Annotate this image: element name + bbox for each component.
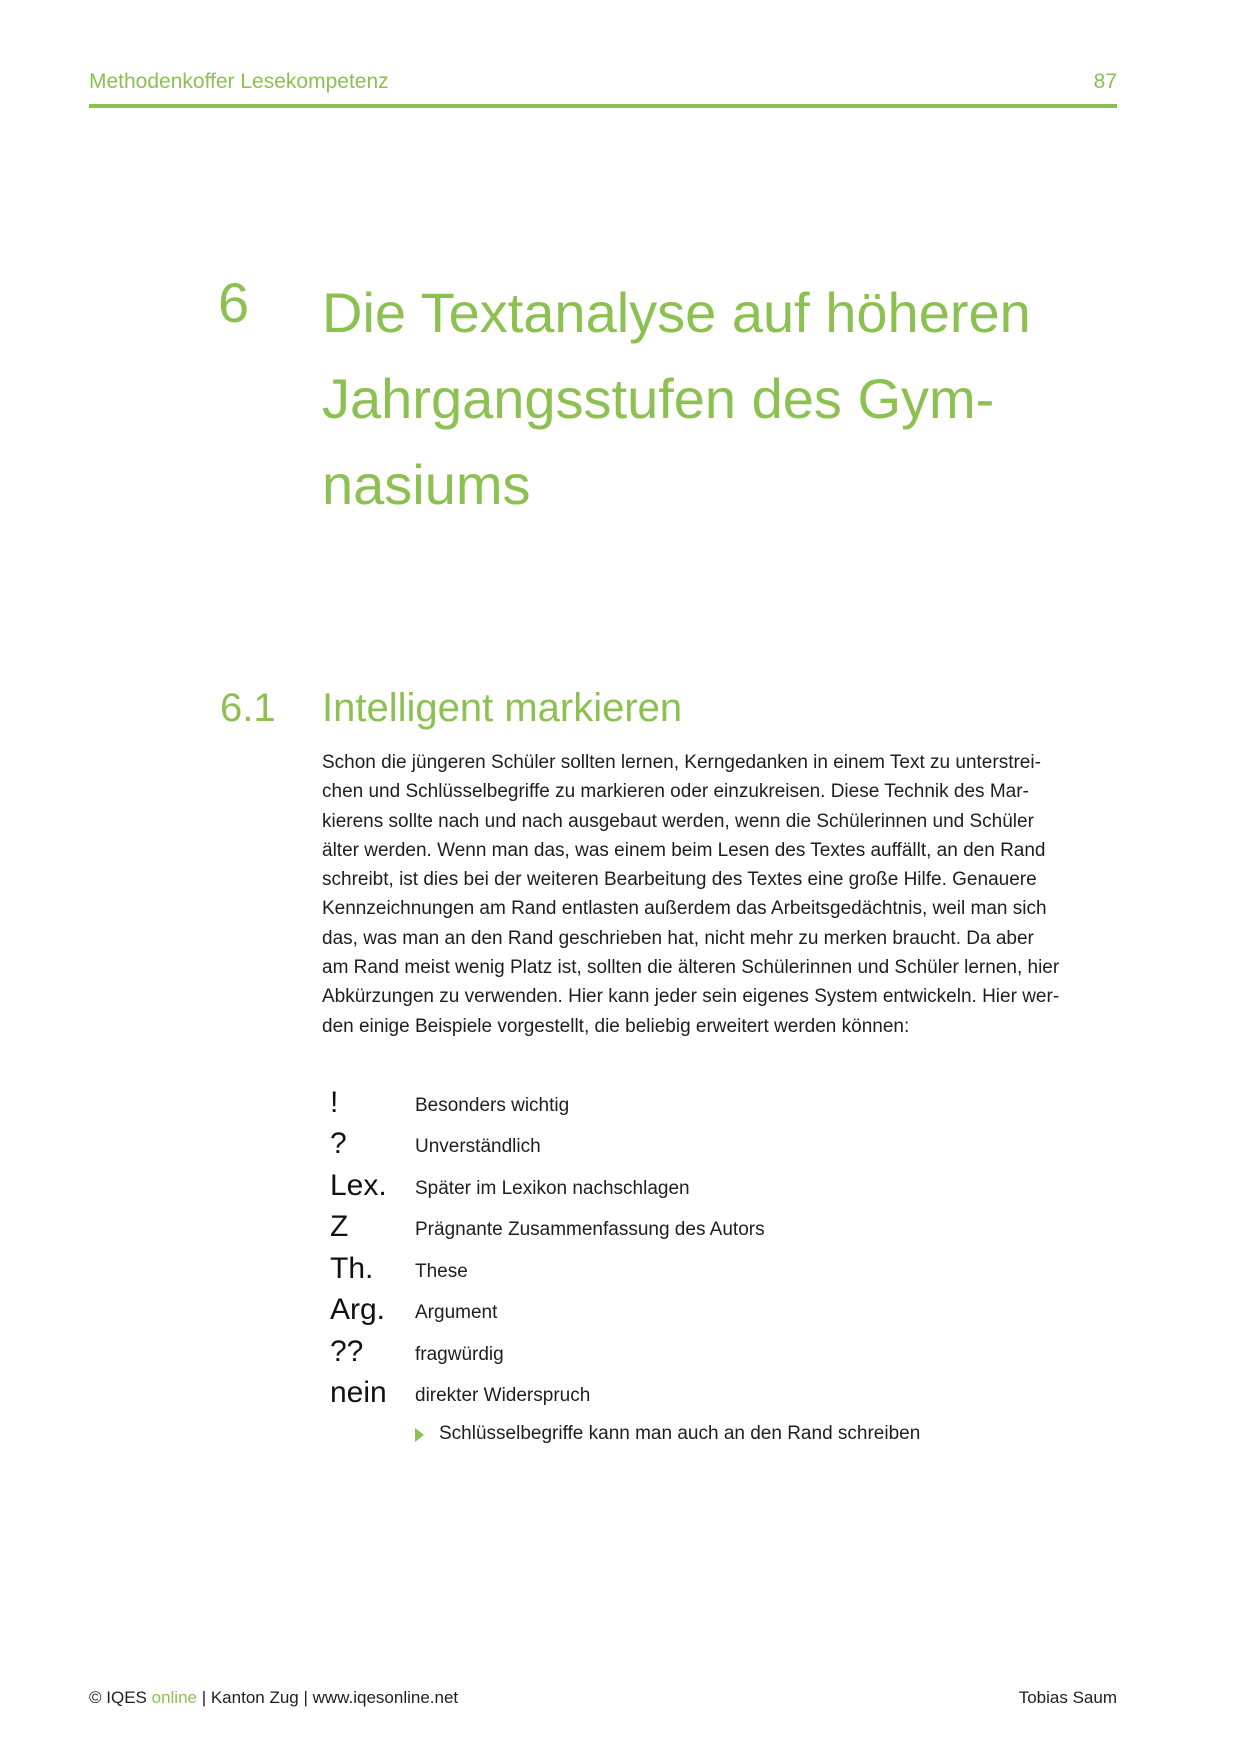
abbreviation-symbol: ?? [330,1335,364,1368]
chapter-title [322,270,1031,528]
footer-prefix: © IQES [89,1688,152,1707]
paragraph-line: das, was man an den Rand geschrieben hat, nicht mehr zu merken braucht. Da aber [322,927,1034,949]
abbreviation-symbol: Arg. [330,1293,386,1326]
paragraph-line: Abkürzungen zu verwenden. Hier kann jeder sein eigenes System entwickeln. Hier wer- [322,986,1060,1008]
abbreviation-meaning: Argument [415,1302,498,1323]
abbreviation-meaning: Unverständlich [415,1136,541,1157]
header-divider [89,104,1117,108]
abbreviation-meaning: These [415,1261,468,1282]
section-paragraph [322,748,1059,1041]
footer-online: online [151,1688,197,1707]
paragraph-line: schreibt, ist dies bei der weiteren Bearbeitung des Textes eine große Hilfe. Genauere [322,869,1037,891]
footer-suffix: | Kanton Zug | www.iqesonline.net [196,1688,459,1707]
paragraph-line: den einige Beispiele vorgestellt, die beliebig erweitert werden können: [322,1015,910,1037]
paragraph-line: älter werden. Wenn man das, was einem beim Lesen des Textes auffällt, an den Rand [322,839,1046,861]
abbreviation-symbol: ? [330,1127,347,1160]
paragraph-line: Kennzeichnungen am Rand entlasten außerdem das Arbeitsgedächtnis, weil man sich [322,898,1047,920]
abbreviation-symbol: nein [330,1376,387,1409]
footer-copyright [89,1688,458,1708]
chapter-title-line: Jahrgangsstufen des Gym- [322,367,995,430]
triangle-right-icon [415,1428,424,1442]
abbreviation-meaning: fragwürdig [415,1344,504,1365]
chapter-title-line: Die Textanalyse auf höheren [322,281,1031,344]
footer-author: Tobias Saum [1018,1688,1117,1707]
abbreviation-symbol: Lex. [330,1169,387,1202]
paragraph-line: kierens sollte nach und nach ausgebaut werden, wenn die Schülerinnen und Schüler [322,810,1034,832]
abbreviation-meaning: direkter Widerspruch [415,1385,591,1406]
paragraph-line: chen und Schlüsselbegriffe zu markieren oder einzukreisen. Diese Technik des Mar- [322,781,1029,803]
abbreviation-meaning: Später im Lexikon nachschlagen [415,1178,690,1199]
paragraph-line: Schon die jüngeren Schüler sollten lernen, Kerngedanken in einem Text zu unterstrei- [322,752,1041,773]
page-number: 87 [1093,70,1117,93]
chapter-title-line: nasiums [322,453,531,516]
paragraph-line: am Rand meist wenig Platz ist, sollten die älteren Schülerinnen und Schüler lernen, hier [322,957,1060,979]
abbreviation-symbol: ! [330,1086,339,1119]
tip-text: Schlüsselbegriffe kann man auch an den Rand schreiben [439,1423,921,1444]
section-title: Intelligent markieren [322,686,683,730]
abbreviation-symbol: Z [330,1210,349,1243]
abbreviation-symbol: Th. [330,1252,374,1285]
chapter-number: 6 [218,271,250,334]
running-header-title: Methodenkoffer Lesekompetenz [89,70,389,93]
section-number: 6.1 [220,686,276,730]
abbreviation-meaning: Prägnante Zusammenfassung des Autors [415,1219,765,1240]
abbreviation-meaning: Besonders wichtig [415,1095,570,1116]
